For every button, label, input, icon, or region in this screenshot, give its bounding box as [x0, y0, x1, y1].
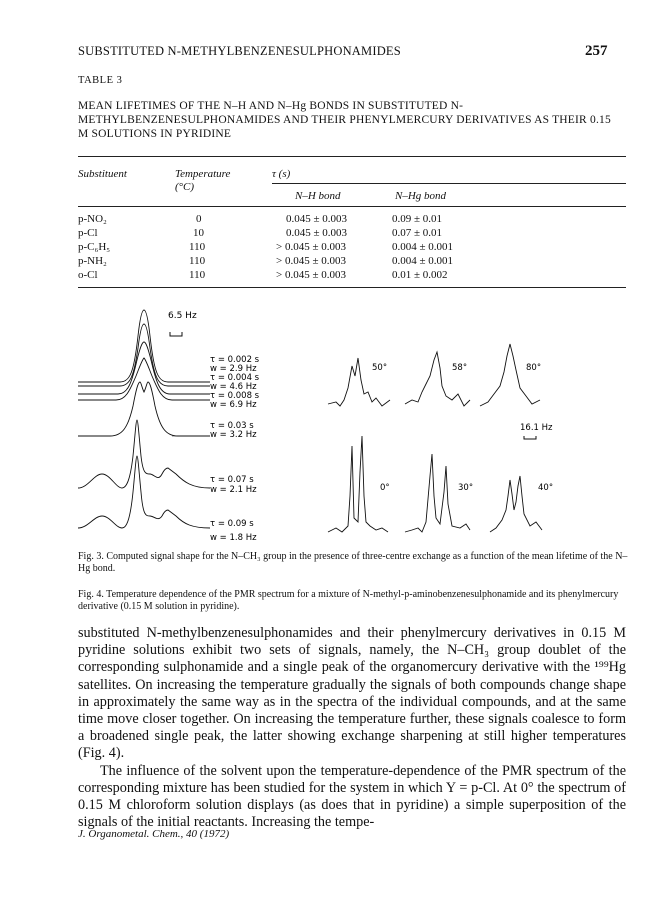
fig3-label-tau: τ = 0.008 s: [210, 391, 260, 401]
paragraph: The influence of the solvent upon the temperature-dependence of the PMR spectrum of the corresponding mixture has been studied for the system in which Y = p-Cl. At 0° the spectrum of 0.15 M chloroform solution displays (as does that in pyridine) a simple superposition of the signals of the initial reactants. Increasing the tempe-: [78, 762, 626, 831]
table-top-rule: [78, 156, 626, 157]
table-row-substituent: p-C₆H₅: [78, 241, 111, 253]
fig3-label-w: w = 1.8 Hz: [210, 533, 257, 543]
fig3-labels: [210, 355, 260, 543]
table-row-nh: > 0.045 ± 0.003: [276, 255, 346, 267]
col-header-nhg: N–Hg bond: [395, 190, 447, 202]
fig4-temp-label: 0°: [380, 483, 390, 493]
fig3-scale-label: 6.5 Hz: [168, 311, 197, 321]
fig4-temp-label: 30°: [458, 483, 474, 493]
table-row-nhg: 0.004 ± 0.001: [392, 255, 454, 267]
col-header-temperature-unit: (°C): [175, 181, 195, 193]
table-row-temperature: 10: [193, 227, 204, 239]
tau-sub-rule: [272, 183, 626, 184]
table-row-substituent: o-Cl: [78, 269, 98, 281]
fig4-temp-label: 58°: [452, 363, 468, 373]
fig4-temp-label: 80°: [526, 363, 542, 373]
col-header-substituent: Substituent: [78, 168, 127, 180]
fig4-scale-bar: [524, 436, 536, 439]
table-row-substituent: p-NO₂: [78, 213, 107, 225]
fig3-label-tau: τ = 0.002 s: [210, 355, 260, 365]
running-title: SUBSTITUTED N-METHYLBENZENESULPHONAMIDES: [78, 44, 401, 58]
table-row-substituent: p-NH₂: [78, 255, 107, 267]
table-bottom-rule: [78, 287, 626, 288]
fig3-caption: Fig. 3. Computed signal shape for the N–CH₃ group in the presence of three-centre exchange as a function of the mean lifetime of the N–Hg bond.: [78, 551, 628, 574]
fig3-label-leaders: [172, 382, 208, 436]
journal-footer: J. Organometal. Chem., 40 (1972): [78, 828, 230, 840]
table-row-temperature: 0: [196, 213, 202, 225]
col-header-temperature: Temperature: [175, 168, 231, 180]
fig4-caption: Fig. 4. Temperature dependence of the PMR spectrum for a mixture of N-methyl-p-aminobenzenesulphonamide and its phenylmercury derivative (0.15 M solution in pyridine).: [78, 589, 619, 612]
fig4-temp-label: 40°: [538, 483, 554, 493]
fig3-label-w: w = 2.9 Hz: [210, 364, 257, 374]
fig4-temp-label: 50°: [372, 363, 388, 373]
fig3-scale-bar: [170, 332, 182, 336]
fig3-label-tau: τ = 0.004 s: [210, 373, 260, 383]
fig4-spectra-top: [328, 344, 540, 406]
fig3-label-w: w = 4.6 Hz: [210, 382, 257, 392]
col-header-nh: N–H bond: [295, 190, 341, 202]
table-header-rule: [78, 206, 626, 207]
fig4-scale-label: 16.1 Hz: [520, 423, 553, 433]
fig4-spectra-bottom: [328, 436, 542, 532]
fig3-label-w: w = 3.2 Hz: [210, 430, 257, 440]
table-row-nh: 0.045 ± 0.003: [286, 213, 348, 225]
table-row-nh: > 0.045 ± 0.003: [276, 241, 346, 253]
fig3-label-tau: τ = 0.07 s: [210, 475, 254, 485]
fig4-temps-bottom: [380, 483, 553, 493]
table-row-nhg: 0.004 ± 0.001: [392, 241, 454, 253]
page-number: 257: [585, 43, 608, 59]
paragraph: substituted N-methylbenzenesulphonamides and their phenylmercury derivatives in 0.15 M pyridine solutions exhibit two sets of signals, namely, the N–CH₃ group doublet of the corresponding sulphonamide and a single peak of the organomercury derivative with the ¹⁹⁹Hg satellites. On increasing the temperature gradually the signals of both compounds change shape in approximately the same way as in the spectra of the individual compounds, and at the same time move closer together. On increasing the temperature further, these signals coalesce to form a broadened single peak, the latter showing exchange sharpening at still higher temperatures (Fig. 4).: [78, 625, 626, 762]
fig3-label-w: w = 6.9 Hz: [210, 400, 257, 410]
table-label: TABLE 3: [78, 75, 123, 86]
body-text: [78, 625, 626, 831]
fig3-label-tau: τ = 0.03 s: [210, 421, 254, 431]
table-row-nhg: 0.09 ± 0.01: [392, 213, 443, 225]
fig3-label-w: w = 2.1 Hz: [210, 485, 257, 495]
table-row-substituent: p-Cl: [78, 227, 98, 239]
table-row-temperature: 110: [189, 241, 206, 253]
fig3-label-tau: τ = 0.09 s: [210, 519, 254, 529]
table-row-nhg: 0.01 ± 0.002: [392, 269, 448, 281]
fig3-curves: [78, 310, 210, 528]
table-row-temperature: 110: [189, 255, 206, 267]
col-header-tau: τ (s): [272, 168, 291, 180]
table-row-nh: > 0.045 ± 0.003: [276, 269, 346, 281]
table-row-nhg: 0.07 ± 0.01: [392, 227, 443, 239]
table-row-nh: 0.045 ± 0.003: [286, 227, 348, 239]
figure-3-and-4: [60, 296, 620, 548]
table-row-temperature: 110: [189, 269, 206, 281]
table-caption: MEAN LIFETIMES OF THE N–H AND N–Hg BONDS IN SUBSTITUTED N-METHYLBENZENESULPHONAMIDES AND THEIR PHENYLMERCURY DERIVATIVES AS THEIR 0.15 M SOLUTIONS IN PYRIDINE: [78, 100, 611, 140]
